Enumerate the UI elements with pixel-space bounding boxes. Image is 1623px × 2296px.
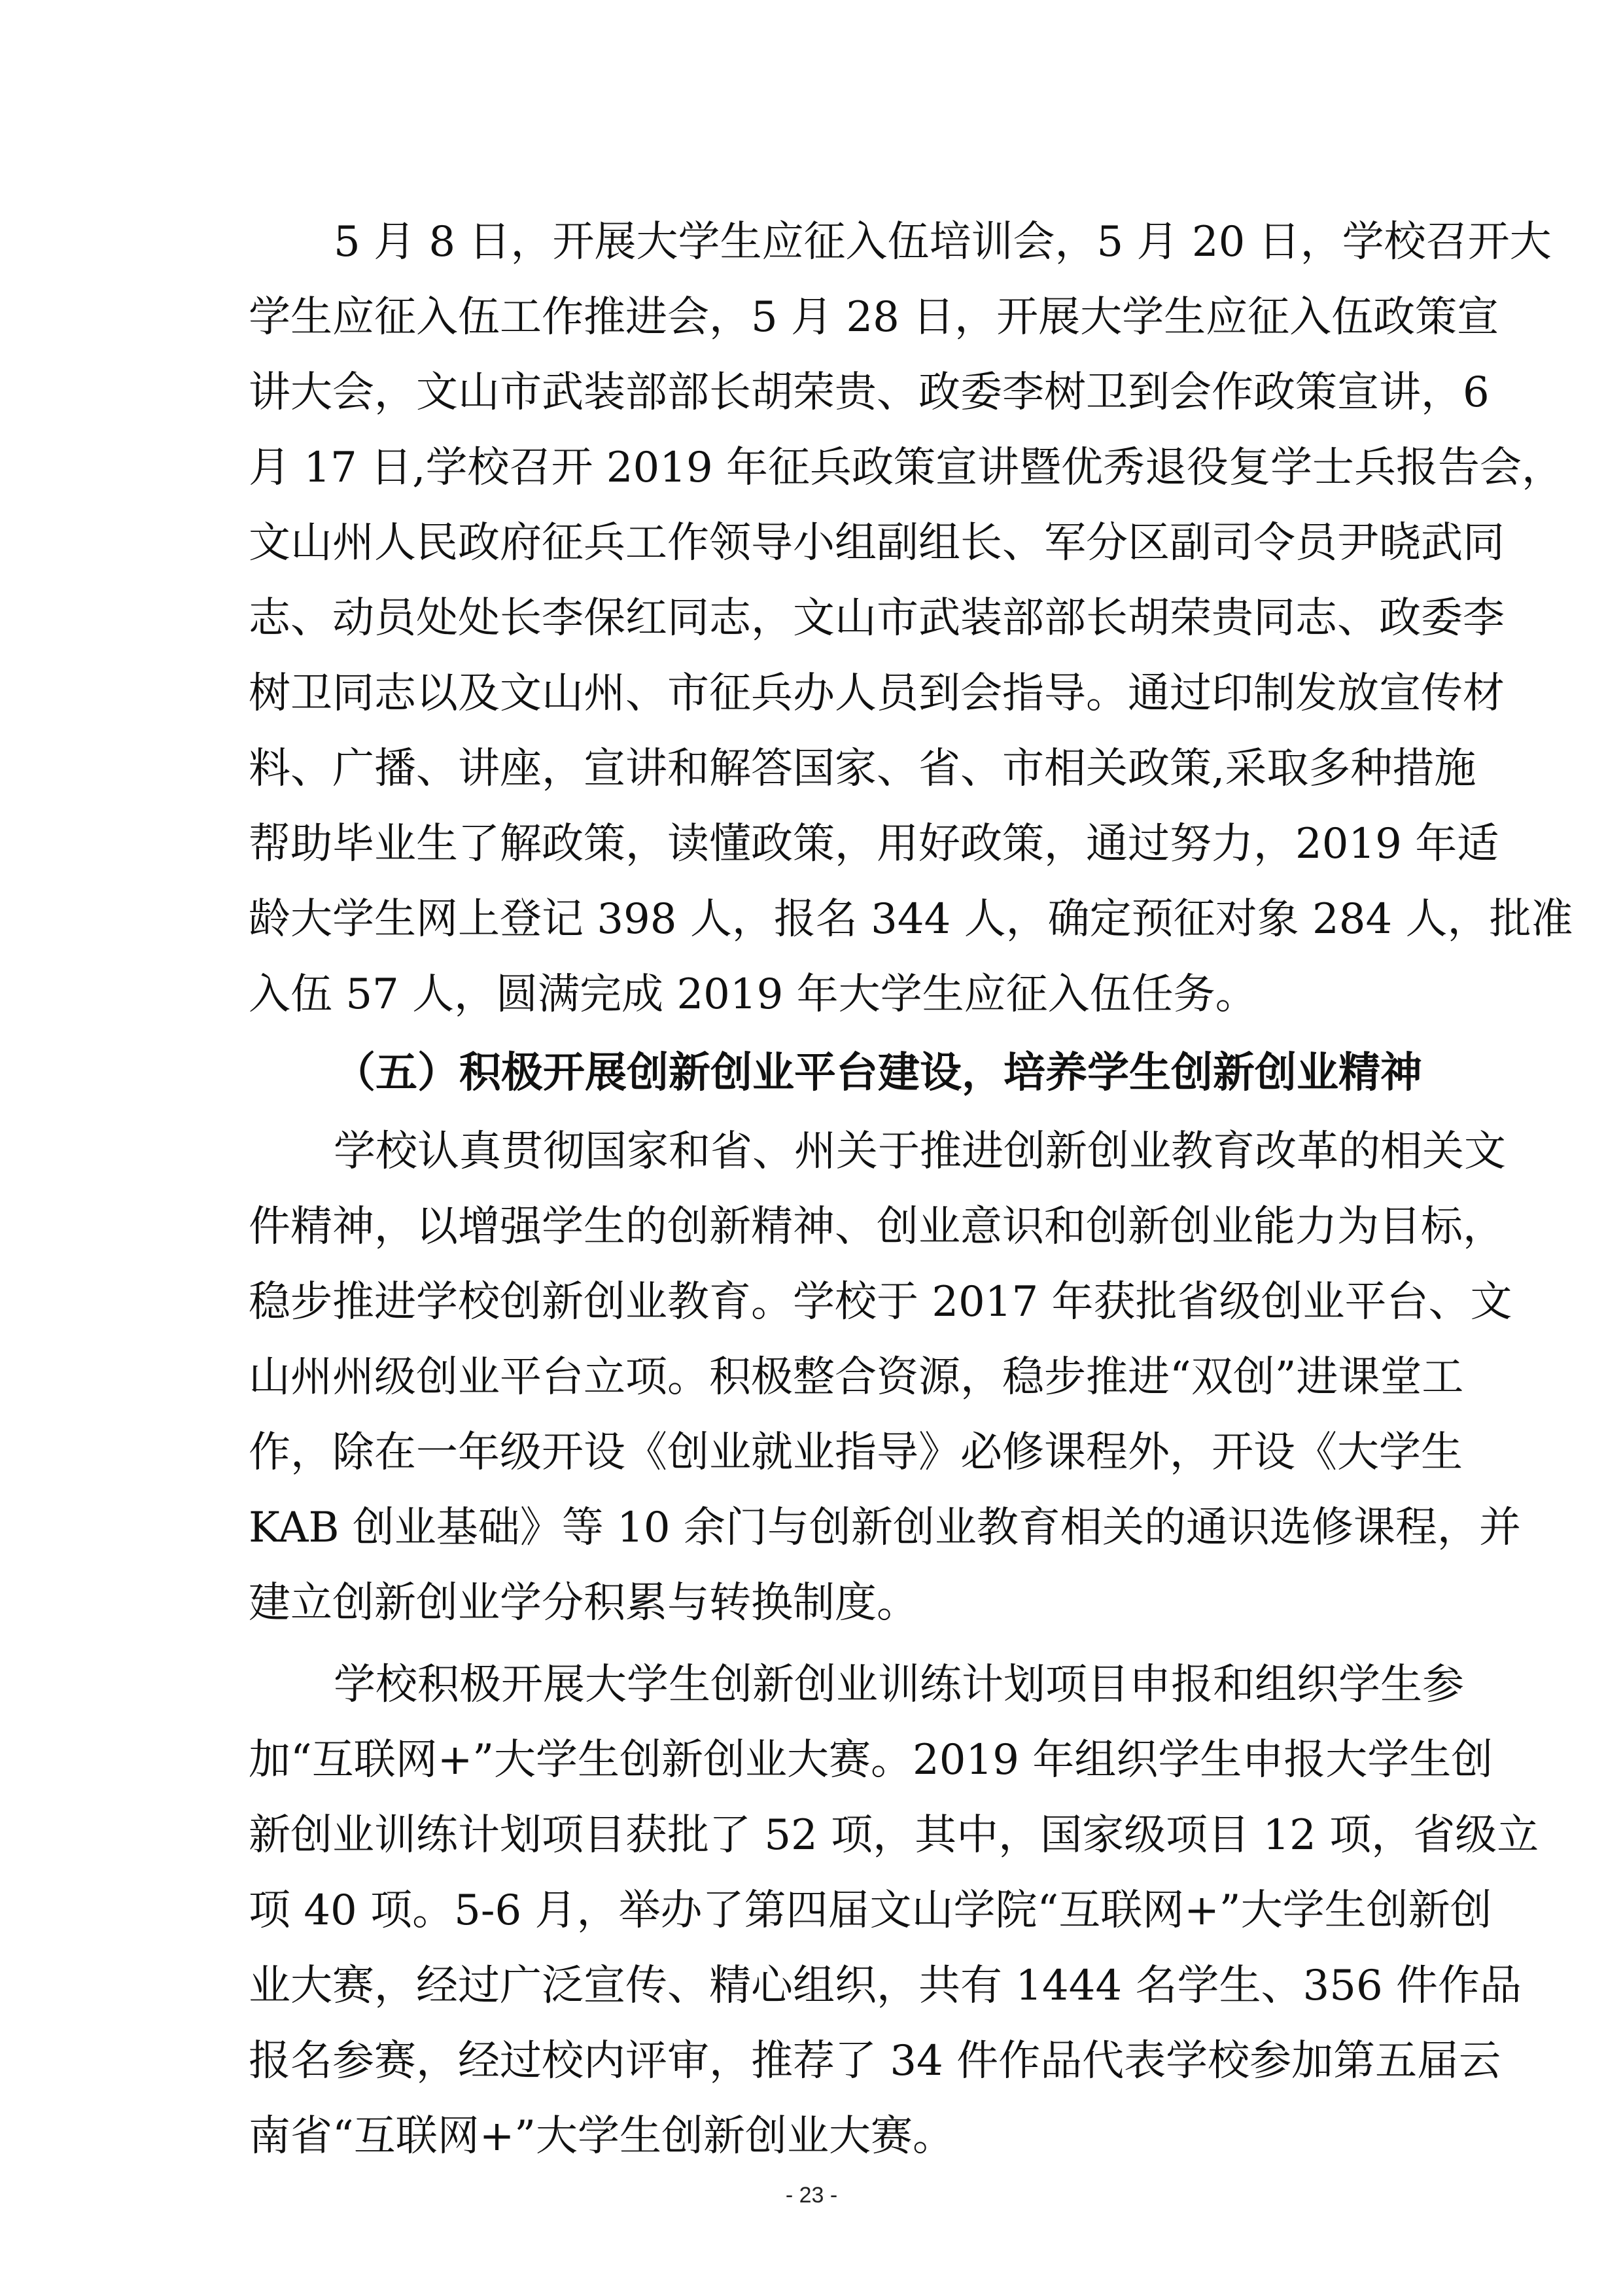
- paragraph-3-line-5: 业大赛，经过广泛宣传、精心组织，共有 1444 名学生、356 件作品: [249, 1962, 1522, 2010]
- paragraph-1-line-2: 学生应征入伍工作推进会，5 月 28 日，开展大学生应征入伍政策宣: [249, 293, 1499, 342]
- paragraph-1-line-6: 志、动员处处长李保红同志，文山市武装部部长胡荣贵同志、政委李: [249, 594, 1505, 643]
- paragraph-2-line-7: 建立创新创业学分积累与转换制度。: [249, 1579, 918, 1627]
- paragraph-3-line-1: 学校积极开展大学生创新创业训练计划项目申报和组织学生参: [334, 1661, 1464, 1709]
- paragraph-3-line-2: 加“互联网+”大学生创新创业大赛。2019 年组织学生申报大学生创: [249, 1736, 1493, 1784]
- paragraph-1-line-7: 树卫同志以及文山州、市征兵办人员到会指导。通过印制发放宣传材: [249, 669, 1505, 718]
- paragraph-2-line-3: 稳步推进学校创新创业教育。学校于 2017 年获批省级创业平台、文: [249, 1278, 1512, 1326]
- page-number: - 23 -: [785, 2183, 838, 2208]
- paragraph-2-line-4: 山州州级创业平台立项。积极整合资源，稳步推进“双创”进课堂工: [249, 1353, 1464, 1402]
- paragraph-1-line-11: 入伍 57 人，圆满完成 2019 年大学生应征入伍任务。: [249, 970, 1257, 1019]
- paragraph-3-line-7: 南省“互联网+”大学生创新创业大赛。: [249, 2112, 955, 2161]
- paragraph-3-line-3: 新创业训练计划项目获批了 52 项，其中，国家级项目 12 项，省级立: [249, 1811, 1539, 1860]
- paragraph-2-line-5: 作，除在一年级开设《创业就业指导》必修课程外，开设《大学生: [249, 1428, 1463, 1477]
- section-heading: （五）积极开展创新创业平台建设，培养学生创新创业精神: [334, 1049, 1422, 1097]
- paragraph-1-line-1: 5 月 8 日，开展大学生应征入伍培训会，5 月 20 日，学校召开大: [334, 218, 1552, 266]
- paragraph-2-line-2: 件精神，以增强学生的创新精神、创业意识和创新创业能力为目标，: [249, 1203, 1505, 1251]
- paragraph-1-line-4: 月 17 日,学校召开 2019 年征兵政策宣讲暨优秀退役复学士兵报告会，: [249, 444, 1564, 492]
- paragraph-1-line-8: 料、广播、讲座，宣讲和解答国家、省、市相关政策,采取多种措施: [249, 745, 1476, 793]
- paragraph-1-line-3: 讲大会，文山市武装部部长胡荣贵、政委李树卫到会作政策宣讲，6: [249, 368, 1490, 417]
- paragraph-3-line-4: 项 40 项。5-6 月，举办了第四届文山学院“互联网+”大学生创新创: [249, 1886, 1492, 1935]
- paragraph-2-line-6: KAB 创业基础》等 10 余门与创新创业教育相关的通识选修课程，并: [249, 1504, 1521, 1552]
- paragraph-1-line-9: 帮助毕业生了解政策，读懂政策，用好政策，通过努力，2019 年适: [249, 820, 1499, 868]
- paragraph-1-line-10: 龄大学生网上登记 398 人，报名 344 人，确定预征对象 284 人，批准: [249, 895, 1573, 944]
- paragraph-1-line-5: 文山州人民政府征兵工作领导小组副组长、军分区副司令员尹晓武同: [249, 519, 1505, 567]
- paragraph-3-line-6: 报名参赛，经过校内评审，推荐了 34 件作品代表学校参加第五届云: [249, 2037, 1501, 2085]
- paragraph-2-line-1: 学校认真贯彻国家和省、州关于推进创新创业教育改革的相关文: [334, 1127, 1506, 1176]
